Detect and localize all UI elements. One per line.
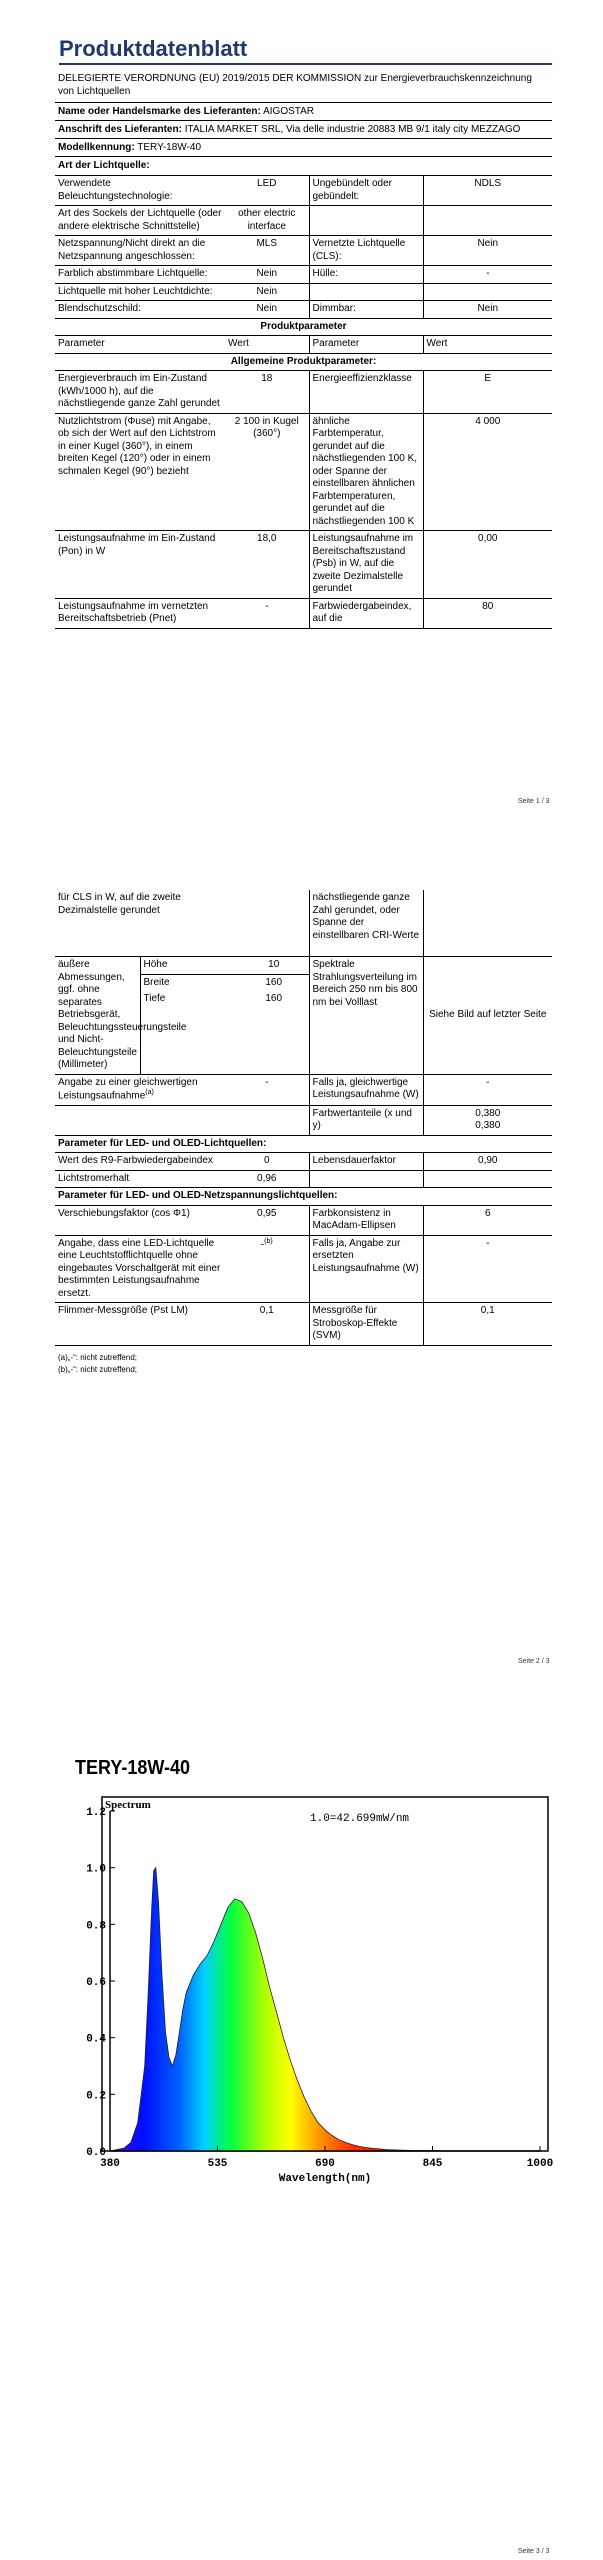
dimension-row: Tiefe 160	[143, 993, 283, 1004]
y-tick-label: 1.2	[86, 1807, 106, 1819]
page-1-content	[55, 70, 552, 629]
y-tick-label: 0.4	[86, 2033, 106, 2046]
light-source-table	[55, 176, 552, 629]
table-row: Blendschutzschild: Nein Dimmbar: Nein	[55, 301, 552, 319]
product-params-heading-row: Produktparameter	[55, 318, 552, 336]
table-row: Nutzlichtstrom (Φuse) mit Angabe, ob sich der Wert auf den Lichtstrom in einer Kugel (360°), in einem breiten Kegel (120°) oder in einem schmalen Kegel (90°) bezieht 2 100 in Kugel (360°) ähnliche Farbtemperatur, gerundet auf die nächstliegenden 100 K, oder Spanne der einstellbaren ähnlichen Farbtemperaturen, gerundet auf die nächstliegenden 100 K 4 000	[55, 413, 552, 531]
spectrum-svg	[70, 1793, 555, 2223]
x-tick-label: 380	[100, 2158, 120, 2170]
x-tick-label: 1000	[526, 2158, 554, 2170]
spectrum-chart	[70, 1755, 555, 2225]
general-params-heading-row: Allgemeine Produktparameter:	[55, 353, 552, 371]
y-tick-label: 0.2	[86, 2090, 106, 2103]
x-tick-label: 535	[207, 2158, 228, 2170]
equivalent-power-row: Angabe zu einer gleichwertigen Leistungsaufnahme$^{(a)}$ - Falls ja, gleichwertige Leistungsaufnahme (W) -	[55, 1074, 552, 1105]
product-params-continued-table	[55, 890, 552, 1346]
page-2-footer: Seite 2 / 3	[518, 1658, 550, 1665]
column-header-row: Parameter Wert Parameter Wert	[55, 336, 552, 354]
chart-title: TERY-18W-40	[75, 1757, 191, 1779]
y-tick-label: 1.0	[86, 1863, 106, 1876]
table-row: Angabe, dass eine LED-Lichtquelle eine Leuchtstofflichtquelle ohne eingebautes Vorschaltgerät mit einer bestimmten Leistungsaufnahme ersetzt. -$^{(b)}$ Falls ja, Angabe zur ersetzten Leistungsaufnahme (W) -	[55, 1235, 552, 1303]
x-tick-label: 845	[422, 2158, 443, 2170]
table-row: Verwendete Beleuchtungstechnologie: LED Ungebündelt oder gebündelt: NDLS	[55, 176, 552, 206]
table-row: Leistungsaufnahme im Ein-Zustand (Pon) in W 18,0 Leistungsaufnahme im Bereitschaftszustand (Psb) in W, auf die zweite Dezimalstelle gerundet 0,00	[55, 531, 552, 599]
page-3-footer: Seite 3 / 3	[518, 2548, 550, 2555]
supplier-name-row: Name oder Handelsmarke des Lieferanten: AIGOSTAR	[55, 103, 552, 121]
footnote-b: (b)„-“: nicht zutreffend;	[58, 1364, 137, 1374]
table-row: Wert des R9-Farbwiedergabeindex 0 Lebensdauerfaktor 0,90	[55, 1153, 552, 1171]
table-row: Farblich abstimmbare Lichtquelle: Nein Hülle: -	[55, 266, 552, 284]
table-row: für CLS in W, auf die zweite Dezimalstelle gerundet nächstliegende ganze Zahl gerundet, oder Spanne der einstellbaren CRI-Werte	[55, 890, 552, 957]
table-row: Energieverbrauch im Ein-Zustand (kWh/1000 h), auf die nächstliegende ganze Zahl gerundet 18 Energieeffizienzklasse E	[55, 371, 552, 414]
y-tick-label: 0.0	[86, 2147, 106, 2159]
y-tick-label: 0.8	[86, 1920, 106, 1933]
page-1-footer: Seite 1 / 3	[518, 798, 550, 805]
led-params-heading-row: Parameter für LED- und OLED-Lichtquellen:	[55, 1135, 552, 1153]
table-row: Art des Sockels der Lichtquelle (oder andere elektrische Schnittstelle) other electric interface	[55, 206, 552, 236]
chromaticity-row: Farbwertanteile (x und y) 0,380 0,380	[55, 1105, 552, 1135]
dimensions-row: äußere Abmessungen, ggf. ohne separates Betriebsgerät, Beleuchtungssteuerungsteile und Nicht-Beleuchtungsteile (Millimeter) Höhe 10 Breite 160 Tiefe 160 Spektrale Strahlungsverteilung im Bereich 250 nm bis 800 nm bei Volllast Siehe Bild auf letzter Seite	[55, 957, 552, 1075]
chart-annotation: 1.0=42.699mW/nm	[310, 1813, 410, 1825]
mains-params-heading-row: Parameter für LED- und OLED-Netzspannungslichtquellen:	[55, 1188, 552, 1206]
table-row: Flimmer-Messgröße (Pst LM) 0,1 Messgröße für Stroboskop-Effekte (SVM) 0,1	[55, 1303, 552, 1346]
page-2-content	[55, 890, 552, 1376]
dimension-row: Breite 160	[143, 976, 283, 988]
light-source-type-label: Art der Lichtquelle:	[55, 157, 552, 176]
y-tick-label: 0.6	[86, 1977, 106, 1989]
regulation-text: DELEGIERTE VERORDNUNG (EU) 2019/2015 DER KOMMISSION zur Energieverbrauchskennzeichnung von Lichtquellen	[55, 70, 552, 103]
dimensions-table	[141, 957, 309, 1008]
x-axis-label: Wavelength(nm)	[278, 2173, 372, 2185]
x-tick-label: 690	[315, 2158, 335, 2170]
table-row: Lichtquelle mit hoher Leuchtdichte: Nein	[55, 283, 552, 301]
model-row: Modellkennung: TERY-18W-40	[55, 139, 552, 157]
table-row: Leistungsaufnahme im vernetzten Bereitschaftsbetrieb (Pnet) - Farbwiedergabeindex, auf die 80	[55, 598, 552, 628]
dimension-row: Höhe 10	[141, 957, 309, 974]
supplier-address-row: Anschrift des Lieferanten: ITALIA MARKET SRL, Via delle industrie 20883 MB 9/1 italy city MEZZAGO	[55, 121, 552, 139]
table-row: Lichtstromerhalt 0,96	[55, 1170, 552, 1188]
footnote-a: (a)„-“: nicht zutreffend;	[58, 1352, 137, 1362]
chart-subtitle: Spectrum	[105, 1799, 151, 1811]
table-row: Verschiebungsfaktor (cos Φ1) 0,95 Farbkonsistenz in MacAdam-Ellipsen 6	[55, 1205, 552, 1235]
document-title: Produktdatenblatt	[59, 37, 552, 65]
table-row: Netzspannung/Nicht direkt an die Netzspannung angeschlossen: MLS Vernetzte Lichtquelle (CLS): Nein	[55, 236, 552, 266]
spectrum-series-area	[110, 1868, 540, 2151]
